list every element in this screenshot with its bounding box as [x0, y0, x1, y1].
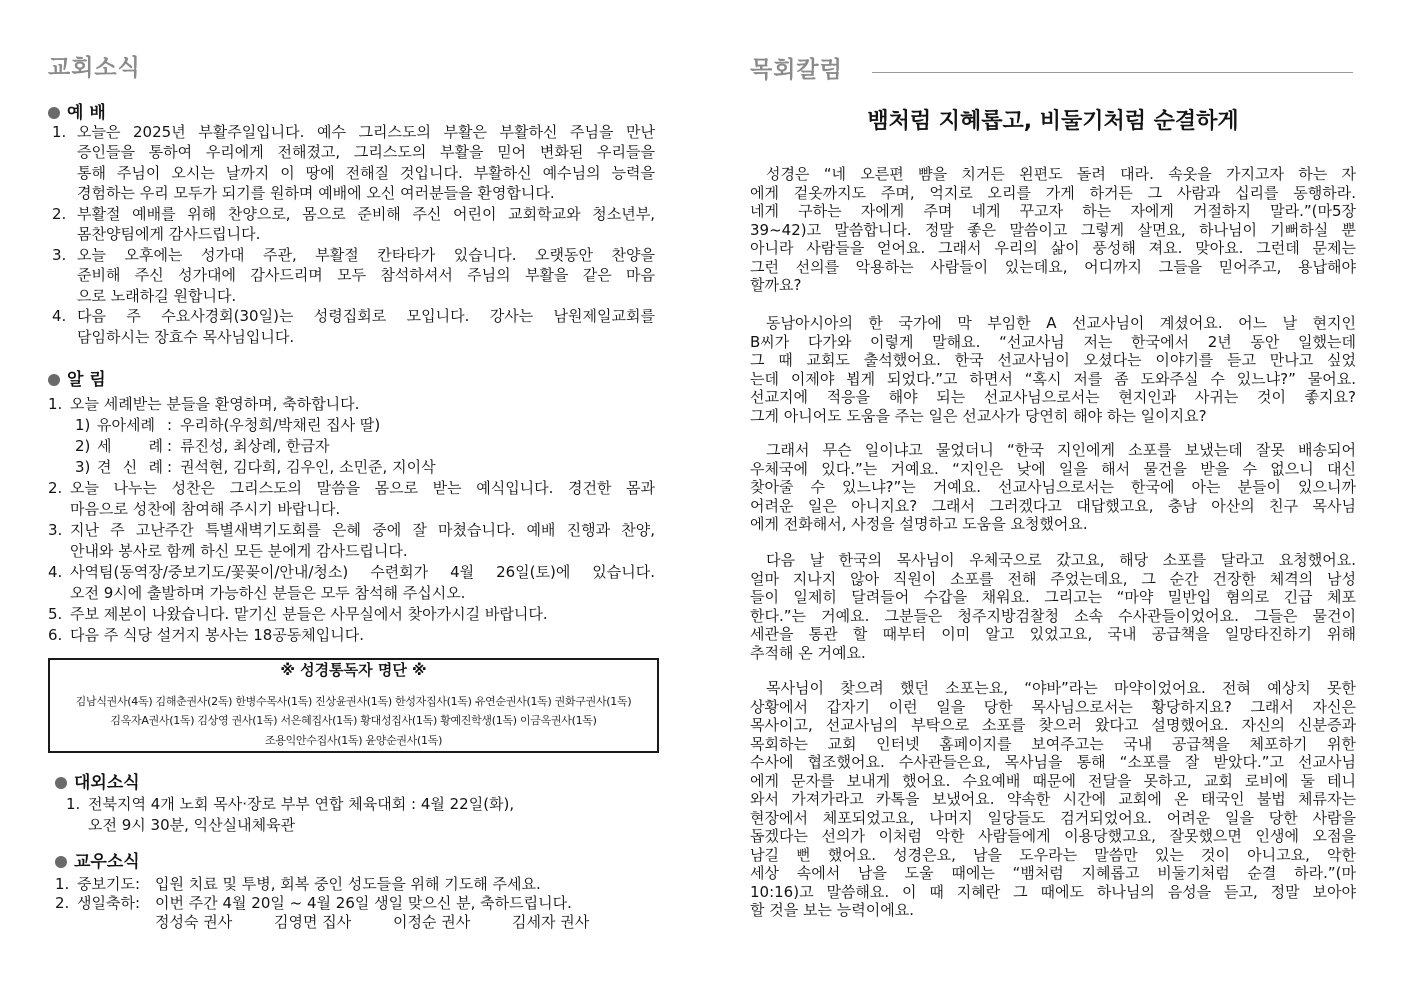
list-item	[48, 478, 655, 520]
bible-readers-line: 조용익안수집사(1독) 윤양순권사(1독)	[264, 733, 443, 747]
column-paragraph	[750, 314, 1356, 425]
text-line: 선교지에 적응을 해야 되는 선교사님으로서는 현지인과 사귀는 것이 좋지요?	[750, 388, 1356, 406]
text-line: 세상 속에서 남을 도울 때에는 “뱀처럼 지혜롭고 비둘기처럼 순결 하라.”(마	[750, 864, 1356, 882]
sub-item	[70, 457, 655, 478]
notice-heading	[48, 370, 106, 390]
item-text: 이번 주간 4월 20일 ~ 4월 26일 생일 맞으신 분, 축하드립니다.	[155, 893, 572, 912]
sub-item-value: 권석현, 김다희, 김우인, 소민준, 지이삭	[180, 457, 436, 476]
text-line: 통해 주님이 오시는 날까지 이 땅에 전해질 것입니다. 부활하신 예수님의 능력을	[77, 163, 655, 182]
text-line: 우체국에 있다.”는 거예요. “지인은 낮에 일을 해서 물건을 받을 수 없으니 대신	[750, 459, 1356, 478]
text-line: 목사이고, 선교사님의 부탁으로 소포를 찾으러 왔다고 설명했어요. 자신의 신분증과	[750, 716, 1356, 734]
text-line: 주보 제본이 나왔습니다. 맡기신 분들은 사무실에서 찾아가시길 바랍니다.	[70, 604, 548, 623]
item-number: 1.	[52, 122, 67, 141]
column-paragraph	[750, 679, 1356, 920]
item-body	[70, 604, 655, 625]
item-label: 중보기도:	[77, 874, 141, 893]
item-number: 1.	[66, 794, 81, 813]
item-number: 1.	[48, 394, 63, 413]
text-line: 몸찬양팀에게 감사드립니다.	[77, 225, 261, 244]
text-line: 세관을 통관 할 때부터 이미 알고 있었고요, 국내 공급책을 일망타진하기 위해	[750, 625, 1356, 643]
text-line: 찾아줄 수 있느냐?”는 거예요. 선교사님으로서는 한국에 아는 분들이 있으니까	[750, 478, 1356, 496]
text-line: 목사님이 찾으려 했던 소포는요, “야바”라는 마약이었어요. 전혀 예상치 못한	[766, 679, 1356, 697]
text-line: 오늘 오후에는 성가대 주관, 부활절 칸타타가 있습니다. 오랫동안 찬양을	[77, 245, 655, 264]
external-news-list	[66, 794, 626, 836]
item-label: 생일축하:	[77, 893, 141, 912]
text-line: 그 때 교회도 출석했어요. 한국 선교사님이 오셨다는 이야기를 듣고 만나고 싶었	[750, 351, 1356, 369]
text-line: 목회하는 교회 인터넷 홈페이지를 보여주고는 국내 공급책을 체포하기 위한	[750, 734, 1356, 753]
text-line: 어려운 일은 아니지요? 그래서 그러겠다고 대답했고요, 충남 아산의 친구 목사님	[750, 496, 1356, 515]
sub-item-number: 3)	[75, 457, 91, 476]
column-paragraph	[750, 441, 1356, 534]
worship-heading	[48, 103, 106, 123]
sub-item-separator: :	[167, 415, 173, 434]
birthday-name: 이정순 권사	[393, 913, 471, 932]
item-number: 2.	[48, 478, 63, 497]
text-line: 들이 일제히 달려들어 수갑을 채워요. 그리고는 “마약 밀반입 혐의로 긴급 체포	[750, 588, 1356, 606]
church-news-header: 교회소식	[48, 54, 141, 81]
text-line: 한다.”는 거예요. 그분들은 청주지방검찰청 소속 수사관들이었어요. 그들은 물건이	[750, 606, 1356, 625]
item-body	[70, 520, 655, 562]
item-body	[88, 794, 626, 836]
bible-readers-line: 김남식권사(4독) 김해춘권사(2독) 한병수목사(1독) 진상윤권사(1독) 한성자집사(1독) 유연순권사(1독) 권화구권사(1독)	[75, 694, 632, 708]
text-line: 성경은 “네 오른편 뺨을 치거든 왼편도 돌려 대라. 속옷을 가지고자 하는 자	[766, 165, 1356, 183]
list-item	[55, 875, 655, 894]
worship-list	[52, 122, 655, 348]
item-number: 3.	[48, 520, 63, 539]
list-item	[52, 245, 655, 307]
members-news-title: 교우소식	[74, 852, 140, 872]
item-body	[77, 306, 655, 347]
list-item	[48, 604, 655, 625]
text-line: 39~42)고 말씀합니다. 정말 좋은 말씀이고 그렇게 살면요, 하나님이 기뻐하실 뿐	[750, 220, 1356, 239]
notice-title: 알 림	[67, 370, 106, 390]
item-number: 3.	[52, 245, 67, 264]
item-number: 6.	[48, 625, 63, 644]
item-body	[70, 625, 655, 646]
list-item	[48, 394, 655, 478]
bible-readers-title: ※ 성경통독자 명단 ※	[280, 661, 427, 679]
text-line: 할 것을 보는 능력이에요.	[750, 901, 914, 919]
birthday-name: 김영면 집사	[274, 913, 352, 932]
text-line: 오늘 나누는 성찬은 그리스도의 말씀을 몸으로 받는 예식입니다. 경건한 몸과	[70, 478, 655, 497]
bullet-icon	[48, 374, 60, 386]
item-number: 4.	[52, 307, 67, 326]
text-line	[77, 894, 655, 913]
text-line: 으로 노래하길 원합니다.	[77, 286, 237, 305]
text-line: 그래서 무슨 일이냐고 물었더니 “한국 지인에게 소포를 보냈는데 잘못 배송되어	[766, 441, 1356, 459]
item-body	[77, 204, 655, 245]
text-line: 그게 아니어도 도움을 주는 일은 선교사가 당연히 해야 하는 일이지요?	[750, 406, 1207, 425]
column-paragraph	[750, 165, 1356, 295]
column-paragraph	[750, 551, 1356, 662]
list-item	[55, 894, 655, 933]
item-body	[70, 478, 655, 520]
text-line: 준비해 주신 성가대에 감사드리며 모두 참석하셔서 주님의 부활을 같은 마음	[77, 266, 655, 285]
text-line: 네게 구하는 자에게 주며 네게 꾸고자 하는 자에게 거절하지 말라.”(마5장	[750, 202, 1356, 220]
item-body	[77, 245, 655, 307]
list-item	[66, 794, 626, 836]
item-number: 2.	[52, 204, 67, 223]
list-item	[52, 122, 655, 204]
notice-list	[48, 394, 655, 646]
bible-readers-line: 김옥자A권사(1독) 김상영 권사(1독) 서은혜집사(1독) 황대성집사(1독) 황예진학생(1독) 이금옥권사(1독)	[110, 714, 597, 727]
text-line: 수사에 협조했어요. 수사관들은요, 목사님을 통해 “소포를 잘 받았다.”고 선교사님	[750, 753, 1356, 771]
item-text: 입원 치료 및 투병, 회복 중인 성도들을 위해 기도해 주세요.	[155, 874, 541, 893]
text-line: 그런 선의를 악용하는 사람들이 있는데요, 어디까지 그들을 믿어주고, 용납해야	[750, 257, 1356, 276]
text-line	[77, 875, 655, 894]
list-item	[48, 625, 655, 646]
sub-item	[70, 415, 655, 436]
bullet-icon	[55, 856, 67, 868]
text-line: 안내와 봉사로 함께 하신 모든 분에게 감사드립니다.	[70, 541, 408, 560]
sub-item-label: 견 신 례	[97, 457, 163, 476]
item-number: 5.	[48, 604, 63, 623]
sub-item-number: 2)	[75, 436, 91, 455]
sub-item-value: 우리하(우청희/박채린 집사 딸)	[180, 415, 381, 434]
sub-item-separator: :	[167, 436, 173, 455]
sub-item-separator: :	[167, 457, 173, 476]
bullet-icon	[48, 107, 60, 119]
text-line: 사역팀(동역장/중보기도/꽃꽂이/안내/청소) 수련회가 4월 26일(토)에 있습니다.	[70, 562, 655, 581]
text-line: 다음 날 한국의 목사님이 우체국으로 갔고요, 해당 소포를 달라고 요청했어요.	[766, 551, 1356, 569]
list-item	[52, 306, 655, 347]
text-line: 다음 주 식당 설거지 봉사는 18공동체입니다.	[70, 625, 365, 644]
list-item	[48, 520, 655, 562]
text-line: 상황에서 갑자기 이런 일을 당한 목사님으로서는 황당하지요? 그래서 자신은	[750, 697, 1356, 716]
members-news-heading	[55, 852, 140, 872]
item-body	[70, 562, 655, 604]
text-line: 는데 이제야 뵙게 되었다.”고 하면서 “혹시 저를 좀 도와주실 수 있느냐?” 물어요.	[750, 369, 1356, 388]
item-body	[77, 894, 655, 933]
item-number: 4.	[48, 562, 63, 581]
bullet-icon	[55, 777, 67, 789]
text-line: 경험하는 우리 모두가 되기를 원하며 예배에 오신 여러분들을 환영합니다.	[77, 184, 555, 203]
members-news-list	[55, 875, 655, 933]
text-line: 다음 주 수요사경회(30일)는 성령집회로 모입니다. 강사는 남원제일교회를	[77, 307, 655, 326]
sub-item-label: 세 례	[97, 436, 163, 455]
bible-readers-names	[50, 692, 657, 751]
text-line: 부활절 예배를 위해 찬양으로, 몸으로 준비해 주신 어린이 교회학교와 청소년부,	[77, 204, 655, 223]
sub-item-value: 류진성, 최상례, 한금자	[180, 436, 330, 455]
text-line: 오늘 세례받는 분들을 환영하며, 축하합니다.	[70, 394, 360, 413]
text-line: 오전 9시 30분, 익산실내체육관	[88, 815, 296, 834]
text-line: 에게 겉옷까지도 주며, 억지로 오리를 가게 하거든 그 사람과 십리를 동행하라.	[750, 183, 1356, 202]
text-line: 얼마 지나지 않아 직원이 소포를 전해 주었는데요, 그 순간 건장한 체격의 남성	[750, 569, 1356, 588]
external-news-heading	[55, 773, 140, 793]
text-line: 오전 9시에 출발하며 가능하신 분들은 모두 참석해 주십시오.	[70, 583, 466, 602]
text-line: 마음으로 성찬에 참여해 주시기 바랍니다.	[70, 499, 341, 518]
sub-item-number: 1)	[75, 415, 91, 434]
text-line: 담임하시는 장효수 목사님입니다.	[77, 327, 295, 346]
text-line: 10:16)고 말씀해요. 이 때 지혜란 그 때에도 하나님의 음성을 듣고, 정말 보아야	[750, 882, 1356, 901]
text-line: 오늘은 2025년 부활주일입니다. 예수 그리스도의 부활은 부활하신 주님을 만난	[77, 122, 655, 141]
text-line: 와서 가져가라고 카톡을 보냈어요. 약속한 시간에 교회에 온 태국인 불법 체류자는	[750, 790, 1356, 808]
text-line: 전북지역 4개 노회 목사·장로 부부 연합 체육대회 : 4월 22일(화),	[88, 794, 515, 813]
text-line: 현장에서 체포되었고요, 나머지 일당들도 검거되었어요. 어려운 일을 당한 사람을	[750, 808, 1356, 827]
text-line: B씨가 다가와 이렇게 말해요. “선교사님 저는 한국에서 2년 동안 일했는데	[750, 332, 1356, 351]
birthday-name: 김세자 권사	[512, 913, 590, 932]
sub-item-label: 유아세례	[97, 415, 155, 434]
item-body	[77, 122, 655, 204]
text-line: 동남아시아의 한 국가에 막 부임한 A 선교사님이 계셨어요. 어느 날 현지인	[766, 314, 1356, 332]
worship-title: 예 배	[67, 103, 106, 123]
list-item	[48, 562, 655, 604]
header-rule	[872, 72, 1353, 73]
pastoral-column-header: 목회칼럼	[750, 56, 843, 83]
text-line: 에게 전화해서, 사정을 설명하고 도움을 요청했어요.	[750, 515, 1088, 533]
text-line: 남길 뻔 했어요. 성경은요, 남을 도우라는 말씀만 있는 것이 아니고요, 악한	[750, 845, 1356, 864]
bible-readers-box	[48, 658, 659, 753]
external-news-title: 대외소식	[74, 773, 140, 793]
text-line: 지난 주 고난주간 특별새벽기도회를 은혜 중에 잘 마쳤습니다. 예배 진행과 찬양,	[70, 520, 655, 539]
item-number: 2.	[55, 893, 70, 912]
birthday-name: 정성숙 권사	[155, 913, 233, 932]
text-line: 에게 문자를 보내게 했어요. 수요예배 때문에 전달을 못하고, 교회 로비에 둘 테니	[750, 771, 1356, 790]
column-title: 뱀처럼 지혜롭고, 비둘기처럼 순결하게	[867, 109, 1239, 134]
text-line: 증인들을 통하여 우리에게 전해졌고, 그리스도의 부활을 믿어 변화된 우리들을	[77, 143, 655, 162]
text-line: 추적해 온 거예요.	[750, 643, 866, 662]
item-body	[70, 394, 655, 478]
item-number: 1.	[55, 874, 70, 893]
sub-item	[70, 436, 655, 457]
text-line: 돕겠다는 선의가 이처럼 악한 사람들에게 이용당했고요, 잘못했으면 인생에 오점을	[750, 827, 1356, 845]
item-body	[77, 875, 655, 894]
list-item	[52, 204, 655, 245]
text-line: 아니라 사람들을 얻어요. 그래서 우리의 삶이 풍성해 져요. 맞아요. 그런데 문제는	[750, 239, 1356, 257]
birthday-names	[77, 913, 655, 932]
text-line: 할까요?	[750, 276, 802, 294]
